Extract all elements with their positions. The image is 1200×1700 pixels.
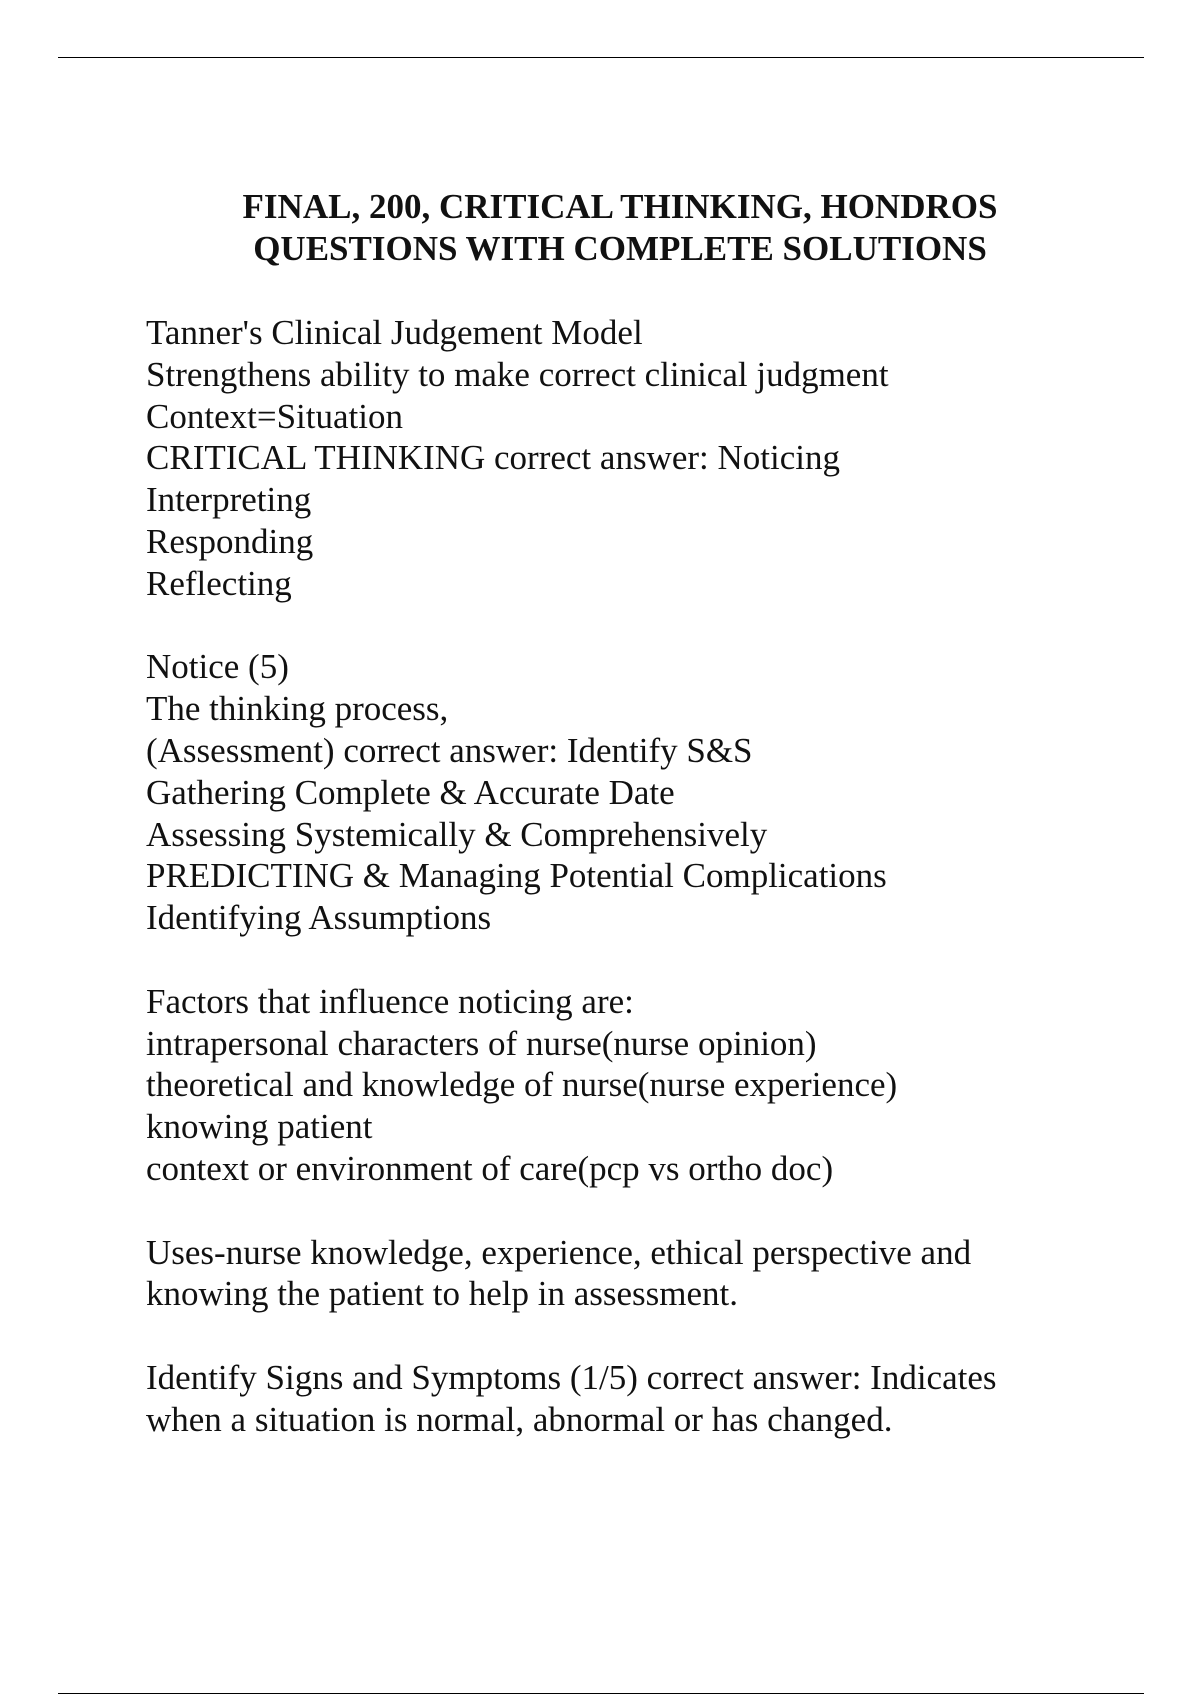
text-line: Reflecting xyxy=(146,563,292,603)
document-title xyxy=(0,186,1200,270)
text-line: context or environment of care(pcp vs ortho doc) xyxy=(146,1148,834,1188)
text-line: Factors that influence noticing are: xyxy=(146,981,634,1021)
section-notice xyxy=(146,646,1146,939)
text-line: Strengthens ability to make correct clinical judgment xyxy=(146,354,889,394)
title-line-2: QUESTIONS WITH COMPLETE SOLUTIONS xyxy=(253,229,987,268)
text-line: The thinking process, xyxy=(146,689,449,729)
header-rule xyxy=(58,57,1144,58)
text-line: Identifying Assumptions xyxy=(146,898,492,938)
text-line: theoretical and knowledge of nurse(nurse experience) xyxy=(146,1065,898,1105)
section-noticing-factors xyxy=(146,981,1146,1190)
text-line: Assessing Systemically & Comprehensively xyxy=(146,814,768,854)
title-line-1: FINAL, 200, CRITICAL THINKING, HONDROS xyxy=(242,187,998,226)
text-line: CRITICAL THINKING correct answer: Noticing xyxy=(146,438,840,478)
text-line: intrapersonal characters of nurse(nurse opinion) xyxy=(146,1023,817,1063)
section-uses xyxy=(146,1232,1146,1316)
text-line: Interpreting xyxy=(146,480,312,520)
text-line: knowing the patient to help in assessment. xyxy=(146,1274,738,1314)
text-line: Notice (5) xyxy=(146,647,289,687)
text-line: Uses-nurse knowledge, experience, ethical perspective and xyxy=(146,1232,972,1272)
footer-rule xyxy=(58,1693,1144,1694)
section-identify-signs xyxy=(146,1357,1146,1441)
text-line: PREDICTING & Managing Potential Complications xyxy=(146,856,887,896)
text-line: knowing patient xyxy=(146,1107,373,1147)
text-line: Gathering Complete & Accurate Date xyxy=(146,772,675,812)
text-line: when a situation is normal, abnormal or has changed. xyxy=(146,1399,893,1439)
text-line: Tanner's Clinical Judgement Model xyxy=(146,313,643,352)
text-line: (Assessment) correct answer: Identify S&S xyxy=(146,730,753,770)
text-line: Context=Situation xyxy=(146,396,403,436)
text-line: Responding xyxy=(146,521,314,561)
text-line: Identify Signs and Symptoms (1/5) correct answer: Indicates xyxy=(146,1357,997,1397)
document-body xyxy=(146,312,1146,1441)
section-tanners-model xyxy=(146,312,1146,605)
